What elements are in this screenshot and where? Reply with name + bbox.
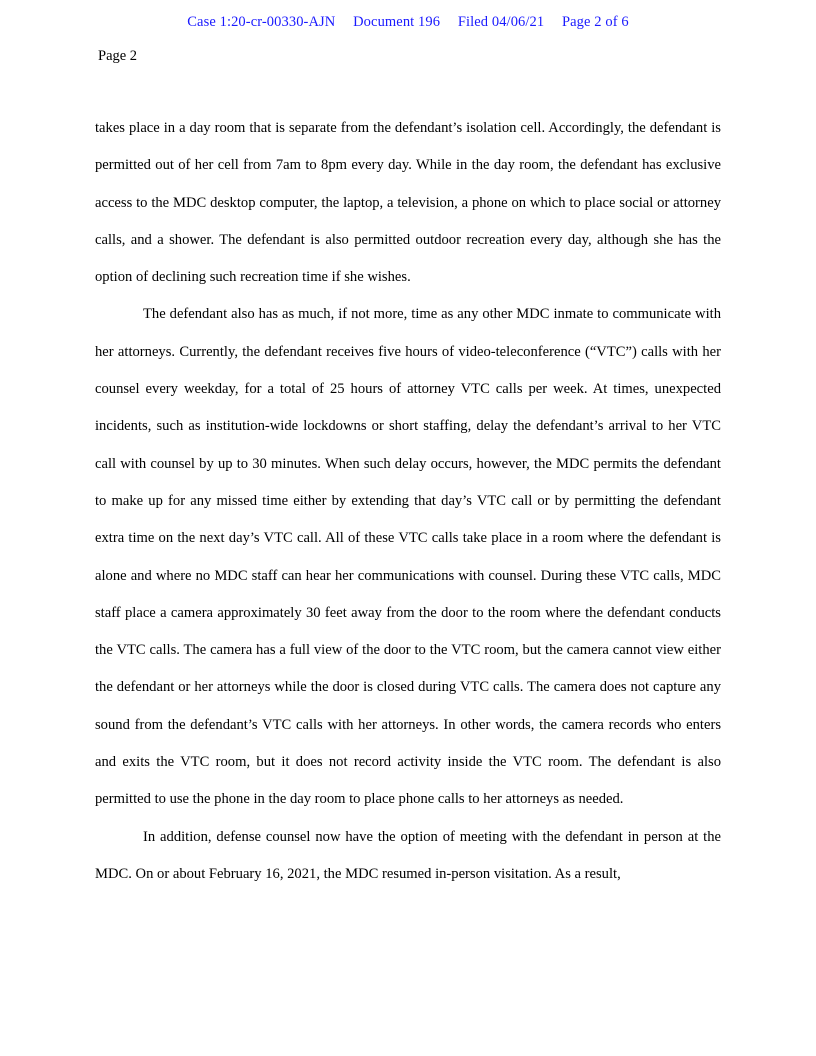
page-label: Page 2 xyxy=(98,48,138,64)
ecf-case-number: Case 1:20-cr-00330-AJN xyxy=(187,14,336,30)
ecf-document-number: Document 196 xyxy=(353,14,441,30)
ecf-filed-date: Filed 04/06/21 xyxy=(457,14,545,30)
document-body xyxy=(95,110,721,893)
ecf-page-number: Page 2 of 6 xyxy=(561,14,629,30)
paragraph-1: takes place in a day room that is separate from the defendant’s isolation cell. Accordingly, the defendant is permitted out of her cell from 7am to 8pm every day. While in the day room, the defendant has exclusive access to the MDC desktop computer, the laptop, a television, a phone on which to place social or attorney calls, and a shower. The defendant is also permitted outdoor recreation every day, although she has the option of declining such recreation time if she wishes. xyxy=(95,120,721,286)
paragraph-3: In addition, defense counsel now have the option of meeting with the defendant in person at the MDC. On or about February 16, 2021, the MDC resumed in-person visitation. As a result, xyxy=(95,828,721,882)
paragraph-2: The defendant also has as much, if not more, time as any other MDC inmate to communicate with her attorneys. Currently, the defendant receives five hours of video-teleconference (“VTC”) calls with her counsel every weekday, for a total of 25 hours of attorney VTC calls per week. At times, unexpected incidents, such as institution-wide lockdowns or short staffing, delay the defendant’s arrival to her VTC call with counsel by up to 30 minutes. When such delay occurs, however, the MDC permits the defendant to make up for any missed time either by extending that day’s VTC call or by permitting the defendant extra time on the next day’s VTC call. All of these VTC calls take place in a room where the defendant is alone and where no MDC staff can hear her communications with counsel. During these VTC calls, MDC staff place a camera approximately 30 feet away from the door to the room where the defendant conducts the VTC calls. The camera has a full view of the door to the VTC room, but the camera cannot view either the defendant or her attorneys while the door is closed during VTC calls. The camera does not capture any sound from the defendant’s VTC calls with her attorneys. In other words, the camera records who enters and exits the VTC room, but it does not record activity inside the VTC room. The defendant is also permitted to use the phone in the day room to place phone calls to her attorneys as needed. xyxy=(95,306,721,808)
ecf-header-stamp xyxy=(0,14,816,31)
